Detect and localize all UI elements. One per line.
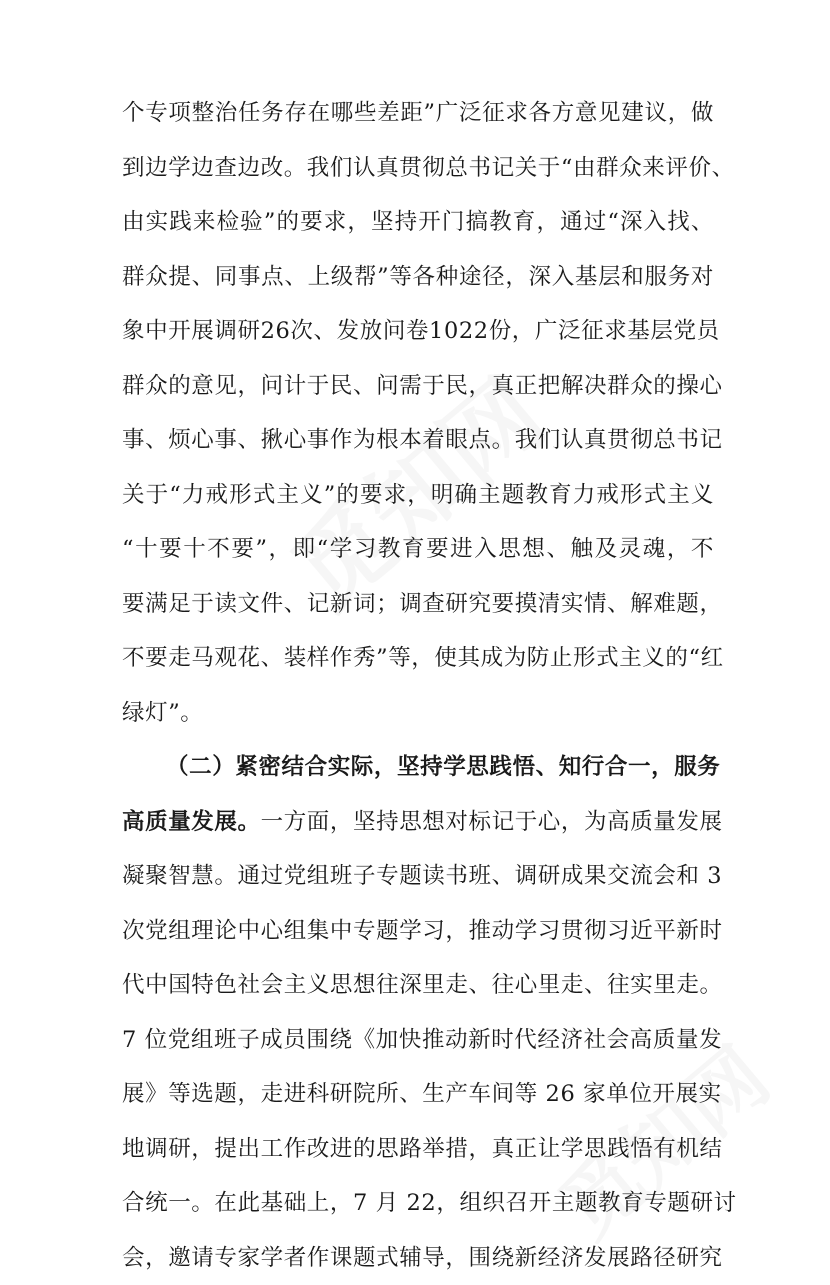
body-text [122, 86, 714, 1285]
paragraph-line: 7 位党组班子成员围绕《加快推动新时代经济社会高质量发 [122, 1013, 714, 1068]
paragraph-line: 群众的意见，问计于民、问需于民，真正把解决群众的操心 [122, 359, 714, 414]
paragraph-line: 绿灯”。 [122, 686, 714, 741]
paragraph-line: 次党组理论中心组集中专题学习，推动学习贯彻习近平新时 [122, 904, 714, 959]
paragraph-line: 地调研，提出工作改进的思路举措，真正让学思践悟有机结 [122, 1122, 714, 1177]
paragraph-line: 合统一。在此基础上，7 月 22，组织召开主题教育专题研讨 [122, 1176, 714, 1231]
paragraph-line: “十要十不要”，即“学习教育要进入思想、触及灵魂，不 [122, 522, 714, 577]
section-heading: （二）紧密结合实际，坚持学思践悟、知行合一，服务 [122, 740, 714, 795]
paragraph-line: 关于“力戒形式主义”的要求，明确主题教育力戒形式主义 [122, 468, 714, 523]
paragraph-line: 代中国特色社会主义思想往深里走、往心里走、往实里走。 [122, 958, 714, 1013]
paragraph-line: 事、烦心事、揪心事作为根本着眼点。我们认真贯彻总书记 [122, 413, 714, 468]
section-heading-end: 高质量发展。 [122, 809, 261, 835]
paragraph-line: 象中开展调研26次、发放问卷1022份，广泛征求基层党员 [122, 304, 714, 359]
paragraph-line: 不要走马观花、装样作秀”等，使其成为防止形式主义的“红 [122, 631, 714, 686]
paragraph-text: 一方面，坚持思想对标记于心，为高质量发展 [261, 809, 723, 835]
paragraph-line: 到边学边查边改。我们认真贯彻总书记关于“由群众来评价、 [122, 141, 714, 196]
paragraph-line: 会，邀请专家学者作课题式辅导，围绕新经济发展路径研究 [122, 1231, 714, 1285]
paragraph-line: 个专项整治任务存在哪些差距”广泛征求各方意见建议，做 [122, 86, 714, 141]
paragraph-line: 展》等选题，走进科研院所、生产车间等 26 家单位开展实 [122, 1067, 714, 1122]
paragraph-line: 凝聚智慧。通过党组班子专题读书班、调研成果交流会和 3 [122, 849, 714, 904]
paragraph-line: 由实践来检验”的要求，坚持开门搞教育，通过“深入找、 [122, 195, 714, 250]
paragraph-line: 要满足于读文件、记新词；调查研究要摸清实情、解难题， [122, 577, 714, 632]
section-heading-continuation [122, 795, 714, 850]
paragraph-line: 群众提、同事点、上级帮”等各种途径，深入基层和服务对 [122, 250, 714, 305]
